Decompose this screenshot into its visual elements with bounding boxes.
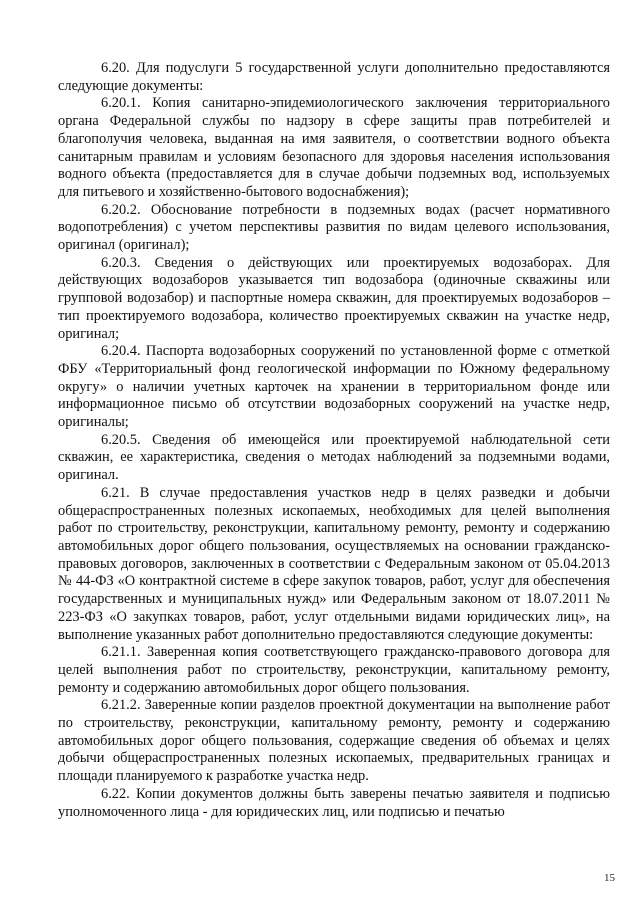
paragraph-6-20-3: 6.20.3. Сведения о действующих или проектируемых водозаборах. Для действующих водозаборов указывается тип водозабора (одиночные скважины или групповой водозабор) и паспортные номера скважин, для проектируемых водозаборов – тип проектируемого водозабора, количество проектируемых скважин на участке недр, оригинал; xyxy=(58,254,610,342)
paragraph-6-21: 6.21. В случае предоставления участков недр в целях разведки и добычи общераспространенных полезных ископаемых, необходимых для целей выполнения работ по строительству, реконструкции, капитальному ремонту, ремонту и содержанию автомобильных дорог общего пользования, осуществляемых на основании гражданско-правовых договоров, заключенных в соответствии с Федеральным законом от 05.04.2013 № 44-ФЗ «О контрактной системе в сфере закупок товаров, работ, услуг для обеспечения государственных и муниципальных нужд» или Федеральным законом от 18.07.2011 № 223-ФЗ «О закупках товаров, работ, услуг отдельными видами юридических лиц», на выполнение указанных работ дополнительно предоставляются следующие документы: xyxy=(58,484,610,643)
page-number: 15 xyxy=(604,872,615,884)
paragraph-6-20-2: 6.20.2. Обоснование потребности в подземных водах (расчет нормативного водопотребления) с учетом перспективы развития по видам целевого использования, оригинал (оригинал); xyxy=(58,201,610,254)
paragraph-6-21-1: 6.21.1. Заверенная копия соответствующего гражданско-правового договора для целей выполнения работ по строительству, реконструкции, капитальному ремонту, ремонту и содержанию автомобильных дорог общего пользования. xyxy=(58,644,610,696)
paragraph-6-20-4: 6.20.4. Паспорта водозаборных сооружений по установленной форме с отметкой ФБУ «Территориальный фонд геологической информации по Южному федеральному округу» о наличии учетных карточек на хранении в территориальном фонде или информационное письмо об отсутствии водозаборных сооружений на участке недр, оригиналы; xyxy=(58,343,610,431)
paragraph-6-20-1: 6.20.1. Копия санитарно-эпидемиологического заключения территориального органа Федеральной службы по надзору в сфере защиты прав потребителей и благополучия человека, выданная на имя заявителя, о соответствии водного объекта санитарным правилам и условиям безопасного для здоровья населения использования водного объекта (предоставляется для в случае добычи подземных вод, используемых для питьевого и хозяйственно-бытового водоснабжения); xyxy=(58,95,610,200)
paragraph-6-21-2: 6.21.2. Заверенные копии разделов проектной документации на выполнение работ по строительству, реконструкции, капитальному ремонту, ремонту и содержанию автомобильных дорог общего пользования, содержащие сведения об объемах и целях добычи общераспространенных полезных ископаемых, предварительных границах и площади планируемого к разработке участка недр. xyxy=(58,697,610,785)
paragraph-6-22: 6.22. Копии документов должны быть заверены печатью заявителя и подписью уполномоченного лица - для юридических лиц, или подписью и печатью xyxy=(58,785,610,820)
paragraph-6-20-5: 6.20.5. Сведения об имеющейся или проектируемой наблюдательной сети скважин, ее характеристика, сведения о методах наблюдений за подземными водами, оригинал. xyxy=(58,431,610,484)
document-page xyxy=(58,60,610,821)
paragraph-6-20: 6.20. Для подуслуги 5 государственной услуги дополнительно предоставляются следующие документы: xyxy=(58,60,610,94)
